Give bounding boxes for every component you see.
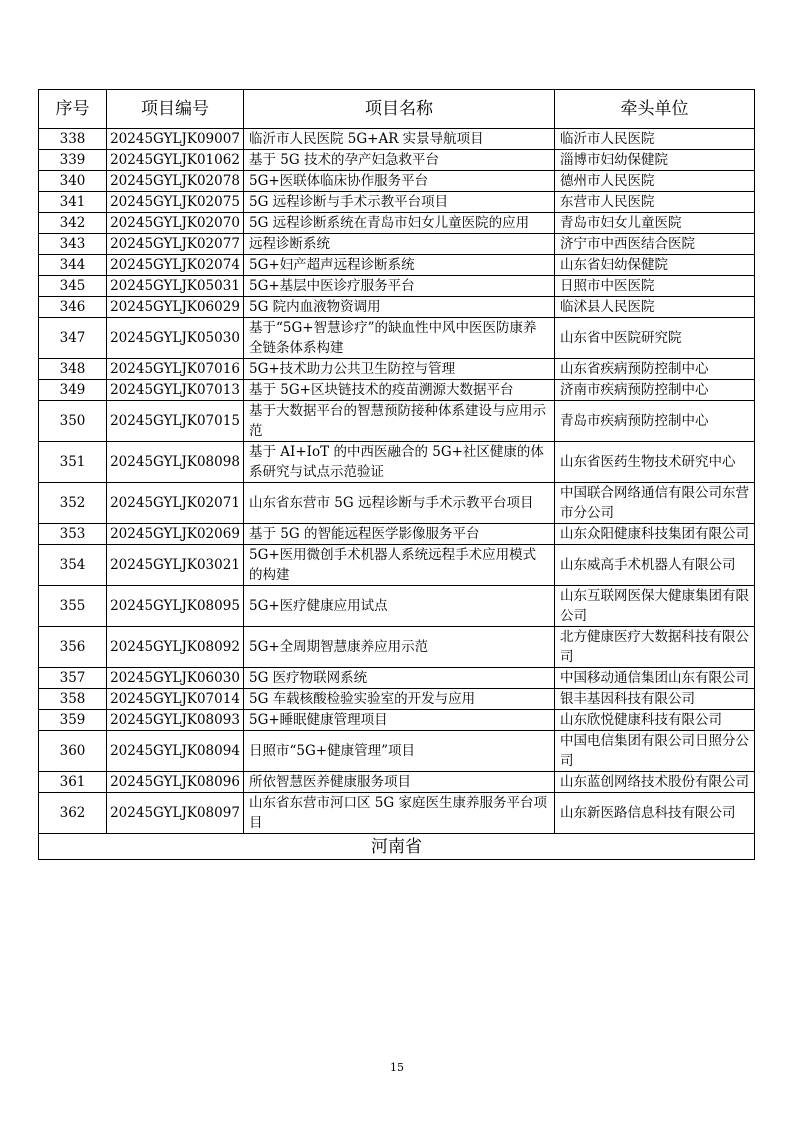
cell-unit: 山东新医路信息科技有限公司 xyxy=(555,793,755,834)
table-row xyxy=(39,772,755,793)
cell-code: 20245GYLJK08096 xyxy=(107,772,244,793)
cell-no: 344 xyxy=(39,255,107,276)
cell-unit: 山东众阳健康科技集团有限公司 xyxy=(555,524,755,545)
cell-code: 20245GYLJK08092 xyxy=(107,627,244,668)
cell-code: 20245GYLJK07013 xyxy=(107,380,244,401)
cell-no: 355 xyxy=(39,586,107,627)
table-row xyxy=(39,401,755,442)
table-header-row xyxy=(39,90,755,129)
cell-no: 346 xyxy=(39,297,107,318)
cell-unit: 山东欣悦健康科技有限公司 xyxy=(555,710,755,731)
cell-code: 20245GYLJK07014 xyxy=(107,689,244,710)
cell-code: 20245GYLJK06029 xyxy=(107,297,244,318)
table-row xyxy=(39,442,755,483)
cell-name: 5G+睡眠健康管理项目 xyxy=(244,710,555,731)
cell-name: 日照市“5G+健康管理”项目 xyxy=(244,731,555,772)
cell-no: 345 xyxy=(39,276,107,297)
cell-no: 348 xyxy=(39,359,107,380)
cell-code: 20245GYLJK03021 xyxy=(107,545,244,586)
header-name: 项目名称 xyxy=(244,90,555,129)
cell-unit: 山东省中医院研究院 xyxy=(555,318,755,359)
cell-no: 338 xyxy=(39,129,107,150)
table-row xyxy=(39,710,755,731)
cell-unit: 山东省疾病预防控制中心 xyxy=(555,359,755,380)
cell-code: 20245GYLJK02075 xyxy=(107,192,244,213)
table-row xyxy=(39,627,755,668)
cell-no: 361 xyxy=(39,772,107,793)
cell-name: 5G 医疗物联网系统 xyxy=(244,668,555,689)
table-row xyxy=(39,483,755,524)
cell-name: 5G+技术助力公共卫生防控与管理 xyxy=(244,359,555,380)
cell-code: 20245GYLJK02078 xyxy=(107,171,244,192)
cell-no: 354 xyxy=(39,545,107,586)
table-row xyxy=(39,255,755,276)
cell-unit: 东营市人民医院 xyxy=(555,192,755,213)
cell-name: 5G 远程诊断与手术示教平台项目 xyxy=(244,192,555,213)
cell-unit: 青岛市疾病预防控制中心 xyxy=(555,401,755,442)
cell-unit: 日照市中医医院 xyxy=(555,276,755,297)
cell-unit: 中国移动通信集团山东有限公司 xyxy=(555,668,755,689)
table-row xyxy=(39,234,755,255)
cell-no: 358 xyxy=(39,689,107,710)
table-row xyxy=(39,213,755,234)
page-number: 15 xyxy=(390,1061,404,1074)
cell-unit: 青岛市妇女儿童医院 xyxy=(555,213,755,234)
section-row xyxy=(39,834,755,860)
cell-code: 20245GYLJK01062 xyxy=(107,150,244,171)
table-body xyxy=(39,129,755,834)
table-row xyxy=(39,586,755,627)
header-unit: 牵头单位 xyxy=(555,90,755,129)
cell-no: 362 xyxy=(39,793,107,834)
cell-name: 基于 5G+区块链技术的疫苗溯源大数据平台 xyxy=(244,380,555,401)
table-row xyxy=(39,668,755,689)
cell-code: 20245GYLJK02077 xyxy=(107,234,244,255)
cell-unit: 中国电信集团有限公司日照分公司 xyxy=(555,731,755,772)
table-row xyxy=(39,359,755,380)
cell-unit: 山东省医药生物技术研究中心 xyxy=(555,442,755,483)
cell-code: 20245GYLJK05031 xyxy=(107,276,244,297)
cell-no: 353 xyxy=(39,524,107,545)
cell-unit: 北方健康医疗大数据科技有限公司 xyxy=(555,627,755,668)
cell-no: 342 xyxy=(39,213,107,234)
project-table xyxy=(38,89,755,860)
cell-code: 20245GYLJK08093 xyxy=(107,710,244,731)
section-label: 河南省 xyxy=(39,834,755,860)
cell-code: 20245GYLJK02070 xyxy=(107,213,244,234)
header-code: 项目编号 xyxy=(107,90,244,129)
table-row xyxy=(39,297,755,318)
cell-no: 343 xyxy=(39,234,107,255)
cell-name: 5G+基层中医诊疗服务平台 xyxy=(244,276,555,297)
cell-unit: 济南市疾病预防控制中心 xyxy=(555,380,755,401)
cell-name: 5G 院内血液物资调用 xyxy=(244,297,555,318)
cell-no: 360 xyxy=(39,731,107,772)
cell-code: 20245GYLJK09007 xyxy=(107,129,244,150)
cell-unit: 临沂市人民医院 xyxy=(555,129,755,150)
cell-no: 352 xyxy=(39,483,107,524)
cell-unit: 德州市人民医院 xyxy=(555,171,755,192)
cell-unit: 山东蓝创网络技术股份有限公司 xyxy=(555,772,755,793)
cell-name: 5G+医疗健康应用试点 xyxy=(244,586,555,627)
table-row xyxy=(39,524,755,545)
project-table-container xyxy=(38,89,754,860)
cell-code: 20245GYLJK08097 xyxy=(107,793,244,834)
cell-unit: 中国联合网络通信有限公司东营市分公司 xyxy=(555,483,755,524)
cell-unit: 山东互联网医保大健康集团有限公司 xyxy=(555,586,755,627)
cell-no: 356 xyxy=(39,627,107,668)
cell-name: 所依智慧医养健康服务项目 xyxy=(244,772,555,793)
table-row xyxy=(39,793,755,834)
cell-unit: 山东威高手术机器人有限公司 xyxy=(555,545,755,586)
cell-unit: 济宁市中西医结合医院 xyxy=(555,234,755,255)
table-row xyxy=(39,318,755,359)
cell-code: 20245GYLJK05030 xyxy=(107,318,244,359)
cell-no: 357 xyxy=(39,668,107,689)
cell-code: 20245GYLJK06030 xyxy=(107,668,244,689)
table-row xyxy=(39,171,755,192)
cell-no: 341 xyxy=(39,192,107,213)
cell-no: 339 xyxy=(39,150,107,171)
cell-unit: 临沭县人民医院 xyxy=(555,297,755,318)
cell-code: 20245GYLJK08098 xyxy=(107,442,244,483)
cell-name: 山东省东营市 5G 远程诊断与手术示教平台项目 xyxy=(244,483,555,524)
cell-name: 基于 AI+IoT 的中西医融合的 5G+社区健康的体系研究与试点示范验证 xyxy=(244,442,555,483)
table-row xyxy=(39,150,755,171)
cell-name: 临沂市人民医院 5G+AR 实景导航项目 xyxy=(244,129,555,150)
cell-no: 359 xyxy=(39,710,107,731)
table-row xyxy=(39,129,755,150)
cell-code: 20245GYLJK02074 xyxy=(107,255,244,276)
cell-name: 山东省东营市河口区 5G 家庭医生康养服务平台项目 xyxy=(244,793,555,834)
cell-name: 5G+医联体临床协作服务平台 xyxy=(244,171,555,192)
cell-unit: 银丰基因科技有限公司 xyxy=(555,689,755,710)
cell-name: 基于大数据平台的智慧预防接种体系建设与应用示范 xyxy=(244,401,555,442)
table-row xyxy=(39,689,755,710)
cell-code: 20245GYLJK07015 xyxy=(107,401,244,442)
cell-code: 20245GYLJK08094 xyxy=(107,731,244,772)
cell-unit: 山东省妇幼保健院 xyxy=(555,255,755,276)
cell-name: 基于 5G 技术的孕产妇急救平台 xyxy=(244,150,555,171)
cell-name: 5G+医用微创手术机器人系统远程手术应用模式的构建 xyxy=(244,545,555,586)
cell-no: 350 xyxy=(39,401,107,442)
cell-no: 347 xyxy=(39,318,107,359)
cell-code: 20245GYLJK07016 xyxy=(107,359,244,380)
table-row xyxy=(39,192,755,213)
cell-code: 20245GYLJK02071 xyxy=(107,483,244,524)
cell-code: 20245GYLJK02069 xyxy=(107,524,244,545)
table-row xyxy=(39,545,755,586)
table-row xyxy=(39,380,755,401)
cell-name: 基于“5G+智慧诊疗”的缺血性中风中医医防康养全链条体系构建 xyxy=(244,318,555,359)
cell-name: 5G+全周期智慧康养应用示范 xyxy=(244,627,555,668)
cell-name: 5G 远程诊断系统在青岛市妇女儿童医院的应用 xyxy=(244,213,555,234)
cell-name: 5G 车载核酸检验实验室的开发与应用 xyxy=(244,689,555,710)
header-no: 序号 xyxy=(39,90,107,129)
cell-name: 基于 5G 的智能远程医学影像服务平台 xyxy=(244,524,555,545)
table-row xyxy=(39,276,755,297)
cell-code: 20245GYLJK08095 xyxy=(107,586,244,627)
cell-name: 5G+妇产超声远程诊断系统 xyxy=(244,255,555,276)
cell-no: 349 xyxy=(39,380,107,401)
cell-no: 351 xyxy=(39,442,107,483)
table-row xyxy=(39,731,755,772)
cell-no: 340 xyxy=(39,171,107,192)
cell-name: 远程诊断系统 xyxy=(244,234,555,255)
cell-unit: 淄博市妇幼保健院 xyxy=(555,150,755,171)
